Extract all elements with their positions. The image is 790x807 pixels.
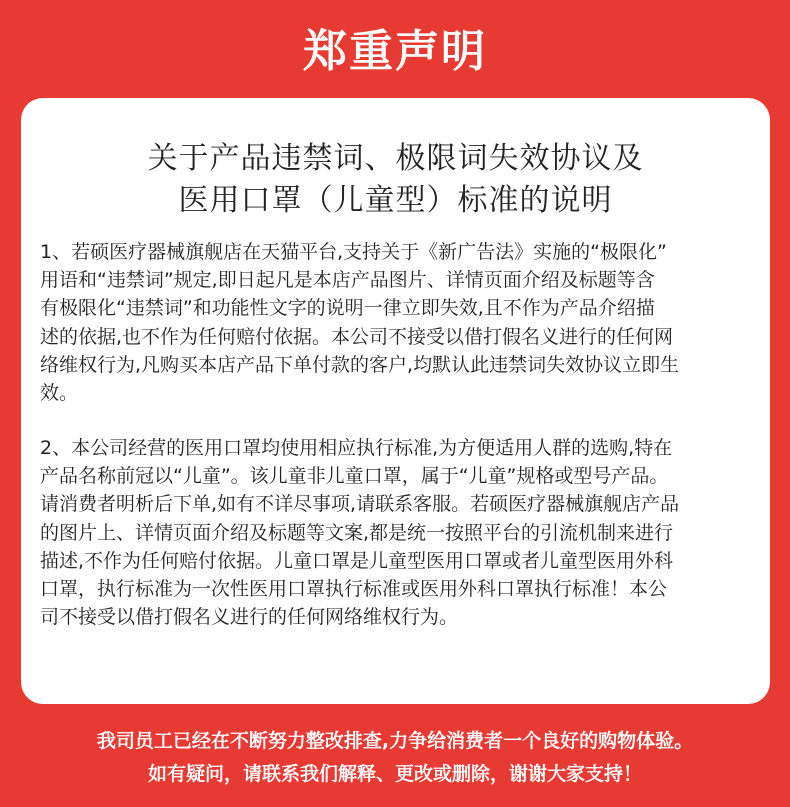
paragraph-2-line: 产品名称前冠以“儿童”。该儿童非儿童口罩，属于“儿童”规格或型号产品。 — [40, 465, 669, 488]
footer-line-2: 如有疑问，请联系我们解释、更改或删除，谢谢大家支持！ — [147, 763, 642, 785]
paragraph-2-line: 司不接受以借打假名义进行的任何网络维权行为。 — [40, 606, 459, 629]
paragraph-2-line: 口罩，执行标准为一次性医用口罩执行标准或医用外科口罩执行标准！本公 — [40, 578, 668, 601]
paragraph-1-line: 用语和“违禁词”规定,即日起凡是本店产品图片、详情页面介绍及标题等含 — [40, 269, 655, 292]
paragraph-1 — [40, 238, 752, 407]
paragraph-1-line: 有极限化“违禁词”和功能性文字的说明一律立即失效,且不作为产品介绍描 — [40, 297, 655, 320]
header-title: 郑重声明 — [303, 26, 487, 77]
paragraph-2-line: 的图片上、详情页面介绍及标题等文案,都是统一按照平台的引流机制来进行 — [40, 521, 674, 544]
paragraph-2 — [40, 434, 752, 631]
paragraph-2-line: 描述,不作为任何赔付依据。儿童口罩是儿童型医用口罩或者儿童型医用外科 — [40, 549, 674, 572]
statement-title-line-2: 医用口罩（儿童型）标准的说明 — [178, 183, 613, 218]
paragraph-2-line: 2、本公司经营的医用口罩均使用相应执行标准,为方便适用人群的选购,特在 — [40, 437, 673, 459]
paragraph-1-line: 络维权行为,凡购买本店产品下单付款的客户,均默认此违禁词失效协议立即生 — [40, 353, 680, 376]
statement-title-line-1: 关于产品违禁词、极限词失效协议及 — [147, 141, 644, 176]
statement-card — [21, 98, 770, 704]
footer-line-1: 我司员工已经在不断努力整改排查,力争给消费者一个良好的购物体验。 — [96, 730, 694, 752]
paragraph-1-line: 效。 — [40, 382, 79, 405]
statement-title — [21, 138, 770, 222]
paragraph-1-line: 述的依据,也不作为任何赔付依据。本公司不接受以借打假名义进行的任何网 — [40, 325, 674, 348]
paragraph-2-line: 请消费者明析后下单,如有不详尽事项,请联系客服。若硕医疗器械旗舰店产品 — [40, 493, 680, 516]
paragraph-1-line: 1、若硕医疗器械旗舰店在天猫平台,支持关于《新广告法》实施的“极限化” — [40, 241, 667, 263]
